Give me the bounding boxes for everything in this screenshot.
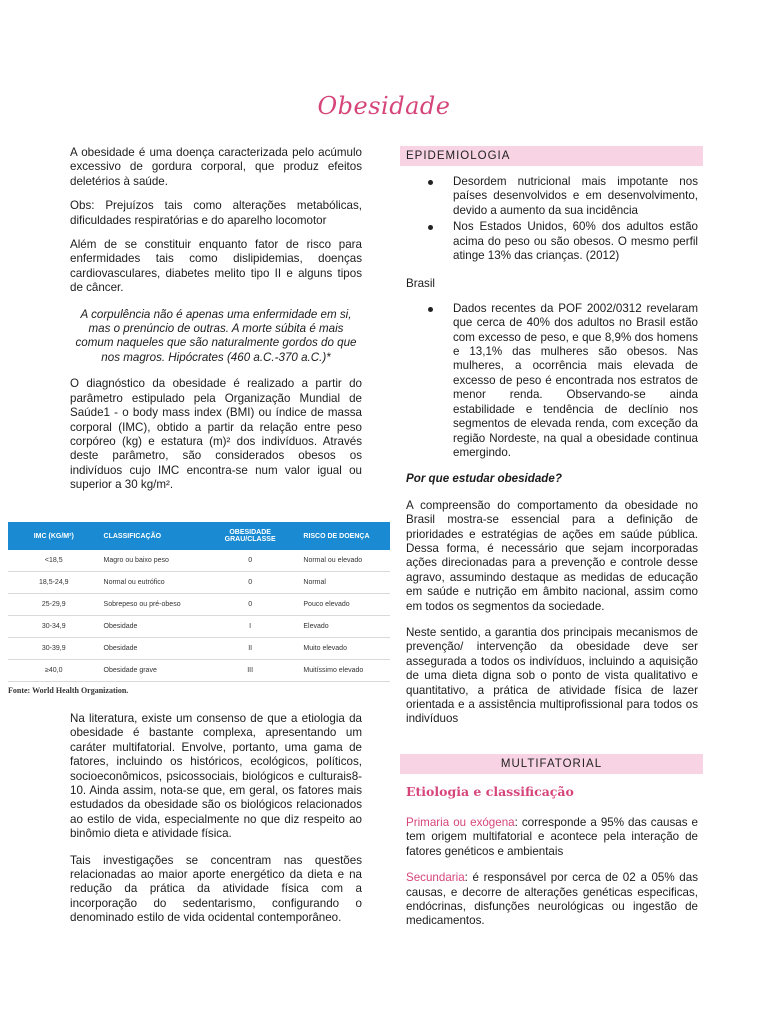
diagnosis-paragraph: O diagnóstico da obesidade é realizado a partir do parâmetro estipulado pela Organização Mundial de Saúde1 - o body mass index (BMI) ou índice de massa corporal (IMC), obtido a partir da relação entre peso corpóreo (kg) e estatura (m)² dos indivíduos. Através deste parâmetro, são considerados obesos os indivíduos cujo IMC encontra-se num valor igual ou superior a 30 kg/m². <box>70 377 362 492</box>
etiology-paragraph: Na literatura, existe um consenso de que a etiologia da obesidade é bastante complexa, apresentando um caráter multifatorial. Envolve, portanto, uma gama de fatores, incluindo os históricos, ecológicos, políticos, socioeconômicos, psicossociais, biológicos e culturais8-10. Ainda assim, nota-se que, em geral, os fatores mais estudados da obesidade são os biológicos relacionados ao estilo de vida, especialmente no que diz respeito ao binômio dieta e atividade física. <box>70 712 362 841</box>
table-cell: II <box>248 645 253 652</box>
brasil-label: Brasil <box>406 277 435 291</box>
prevention-paragraph: Neste sentido, a garantia dos principais mecanismos de prevenção/ intervenção da obesidade deve ser assegurada a todos os indivíduos, incluindo a aquisição de uma dieta digna sob o ponto de vista qualitativo e quantitativo, a prática de atividade física de lazer orientada e a assistência multiprofissional para todos os indivíduos <box>406 625 698 726</box>
epidemiology-list <box>406 175 698 263</box>
table-row <box>8 638 390 660</box>
secondary-text: : é responsável por cerca de 02 a 05% das causas, e decorre de alterações genéticas especificas, endócrinas, disfunções neurológicas ou ingestão de medicamentos. <box>406 871 698 928</box>
table-header-cell: IMC (KG/M²) <box>33 532 74 540</box>
table-cell: Obesidade grave <box>103 667 157 674</box>
risk-paragraph: Além de se constituir enquanto fator de risco para enfermidades tais como dislipidemias, doenças cardiovasculares, diabetes melito tipo II e alguns tipos de câncer. <box>70 238 362 295</box>
investigations-paragraph: Tais investigações se concentram nas questões relacionadas ao maior aporte energético da dieta e na redução da prática da atividade física com a incorporação do sedentarismo, configurando o denominado estilo de vida ocidental contemporâneo. <box>70 853 362 925</box>
table-cell: Obesidade <box>103 645 138 652</box>
left-column-lower <box>70 712 362 926</box>
table-cell: 0 <box>248 557 253 564</box>
intro-paragraph: A obesidade é uma doença caracterizada pelo acúmulo excessivo de gordura corporal, que produz efeitos deletérios à saúde. <box>70 146 362 188</box>
table-cell: Obesidade <box>103 623 138 630</box>
table-cell: 0 <box>248 601 253 608</box>
primary-paragraph <box>406 816 698 859</box>
table-row <box>8 550 390 572</box>
table-cell: <18,5 <box>44 557 63 564</box>
epidemiology-section <box>406 175 698 727</box>
table-source: Fonte: World Health Organization. <box>8 686 129 695</box>
obs-paragraph: Obs: Prejuízos tais como alterações metabólicas, dificuldades respiratórias e do aparelho locomotor <box>70 199 362 227</box>
classification-section <box>406 816 698 929</box>
table-cell: 30-34,9 <box>41 623 66 630</box>
table-cell: Normal ou elevado <box>303 557 363 564</box>
primary-text: : corresponde a 95% das causas e tem origem multifatorial e acontece pela interação de fatores genéticos e ambientais <box>406 816 698 858</box>
table-cell: Elevado <box>303 623 329 630</box>
why-study-paragraph: A compreensão do comportamento da obesidade no Brasil mostra-se essencial para a definição de prioridades e estratégias de ações em saúde pública. Dessa forma, é necessário que sejam incorporadas ações direcionadas para a prevenção e controle desse agravo, assumindo destaque as medidas de educação em saúde e nutrição em âmbito nacional, assim como em todos os segmentos da sociedade. <box>406 498 698 613</box>
table-cell: Pouco elevado <box>303 601 350 608</box>
brasil-list <box>406 302 698 460</box>
table-cell: 18,5-24,9 <box>38 579 69 586</box>
table-row <box>8 660 390 682</box>
table-cell: Sobrepeso ou pré-obeso <box>103 601 181 608</box>
multifactorial-header: MULTIFATORIAL <box>400 754 703 774</box>
table-cell: Normal ou eutrófico <box>103 579 165 586</box>
table-cell: 30-39,9 <box>41 645 66 652</box>
table-cell: III <box>247 667 254 674</box>
table-cell: I <box>249 623 252 630</box>
table-cell: 25-29,9 <box>41 601 66 608</box>
table-cell: Muito elevado <box>303 645 347 652</box>
table-cell: Normal <box>303 579 326 586</box>
list-item: Dados recentes da POF 2002/0312 revelaram que cerca de 40% dos adultos no Brasil estão com excesso de peso, e que 8,9% dos homens e 13,1% das mulheres são obesos. Nas mulheres, a ocorrência mais elevada de excesso de peso é encontrada nos estratos de menor renda. Observando-se ainda estabilidade e tendência de declínio nos segmentos de elevada renda, com exceção da região Nordeste, na qual a obesidade continua emergindo. <box>406 302 698 460</box>
table-row <box>8 572 390 594</box>
table-cell: Magro ou baixo peso <box>103 557 169 564</box>
list-item: Nos Estados Unidos, 60% dos adultos estão acima do peso ou são obesos. O mesmo perfil atinge 13% das crianças. (2012) <box>406 220 698 263</box>
imc-table <box>8 522 390 682</box>
table-header-cell: OBESIDADE GRAU/CLASSE <box>224 529 276 543</box>
table-row <box>8 616 390 638</box>
table-header-cell: CLASSIFICAÇÃO <box>103 532 162 540</box>
secondary-label: Secundaria <box>406 871 465 885</box>
primary-label: Primaria ou exógena <box>406 816 515 829</box>
list-item: Desordem nutricional mais impotante nos países desenvolvidos e em desenvolvimento, devido a aumento da sua incidência <box>406 175 698 218</box>
hippocrates-quote: A corpulência não é apenas uma enfermidade em si, mas o prenúncio de outras. A morte súbita é mais comum naqueles que são naturalmente gordos do que nos magros. Hipócrates (460 a.C.-370 a.C.)* <box>75 307 357 364</box>
table-header <box>8 522 390 550</box>
secondary-paragraph <box>406 871 698 929</box>
table-cell: ≥40,0 <box>45 667 63 674</box>
table-cell: 0 <box>248 579 253 586</box>
table-cell: Muitíssimo elevado <box>303 667 364 674</box>
epidemiology-header: EPIDEMIOLOGIA <box>400 146 703 166</box>
table-row <box>8 594 390 616</box>
page-title: Obesidade <box>317 92 451 120</box>
table-header-cell: RISCO DE DOENÇA <box>303 532 370 540</box>
left-column <box>70 146 362 493</box>
etiology-title: Etiologia e classificação <box>406 784 574 799</box>
why-study-title: Por que estudar obesidade? <box>406 472 562 486</box>
